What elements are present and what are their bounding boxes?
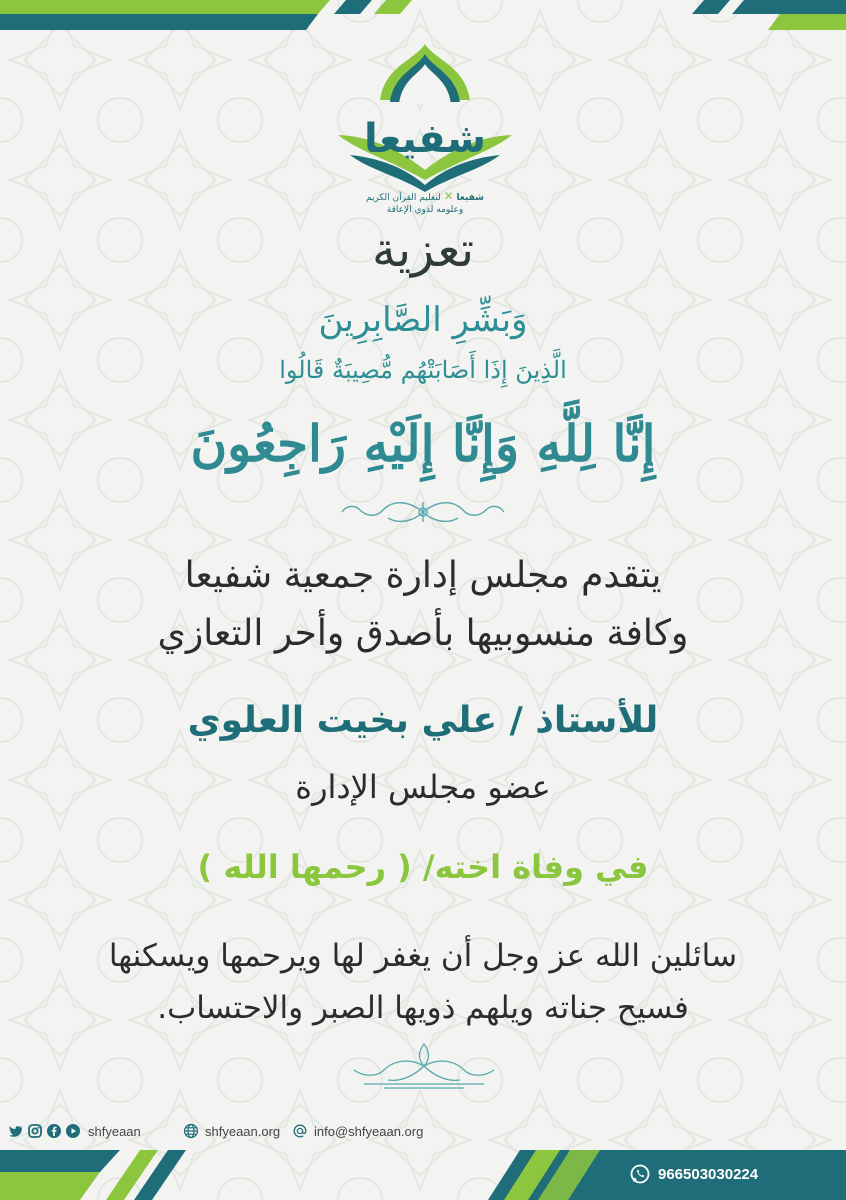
verse-line-2: الَّذِينَ إِذَا أَصَابَتْهُم مُّصِيبَةٌ قَالُوا: [279, 356, 567, 384]
email-text: info@shfyeaan.org: [314, 1123, 424, 1139]
prayer-line-2: فسيح جناته ويلهم ذويها الصبر والاحتساب.: [157, 990, 689, 1026]
tagline-line1: لتعليم القرآن الكريم: [365, 193, 441, 203]
top-banner: [0, 0, 846, 30]
social-handle[interactable]: shfyeaan: [88, 1123, 141, 1139]
globe-icon: [183, 1123, 199, 1139]
footer-contact-bar: [0, 1112, 846, 1148]
at-icon: [292, 1123, 308, 1139]
prayer-line-1: سائلين الله عز وجل أن يغفر لها ويرحمها ويسكنها: [108, 938, 738, 974]
instagram-icon[interactable]: [27, 1123, 43, 1139]
social-links: [8, 1123, 141, 1139]
ornament-bottom-icon: [344, 1036, 504, 1092]
website-link[interactable]: [183, 1123, 280, 1139]
page-title: تعزية: [371, 222, 475, 278]
youtube-icon[interactable]: [65, 1123, 81, 1139]
message-line-1: يتقدم مجلس إدارة جمعية شفيعا: [184, 555, 662, 596]
verse-line-3: إِنَّا لِلَّهِ وَإِنَّا إِلَيْهِ رَاجِعُونَ: [190, 414, 656, 473]
recipient-name: للأستاذ / علي بخيت العلوي: [187, 700, 659, 741]
x-icon: ✕: [443, 189, 454, 203]
phone-contact[interactable]: [630, 1162, 758, 1186]
tagline-line2: وعلومه لذوي الإعاقة: [386, 205, 464, 215]
recipient-role: عضو مجلس الإدارة: [295, 768, 551, 806]
website-text: shfyeaan.org: [205, 1123, 281, 1139]
logo-tagline: [330, 190, 520, 216]
whatsapp-icon: [630, 1164, 650, 1184]
verse-line-1: وَبَشِّرِ الصَّابِرِينَ: [318, 300, 528, 340]
tagline-brand: شفيعا: [456, 193, 485, 203]
ornament-divider-icon: [338, 492, 508, 532]
twitter-icon[interactable]: [8, 1123, 24, 1139]
facebook-icon[interactable]: [46, 1123, 62, 1139]
logo-wordmark: شفيعا: [363, 116, 487, 162]
phone-number: 966503030224: [658, 1165, 759, 1183]
email-link[interactable]: [292, 1123, 423, 1139]
occasion-text: في وفاة اخته/ ( رحمها الله ): [197, 848, 649, 886]
message-line-2: وكافة منسوبيها بأصدق وأحر التعازي: [157, 613, 689, 654]
